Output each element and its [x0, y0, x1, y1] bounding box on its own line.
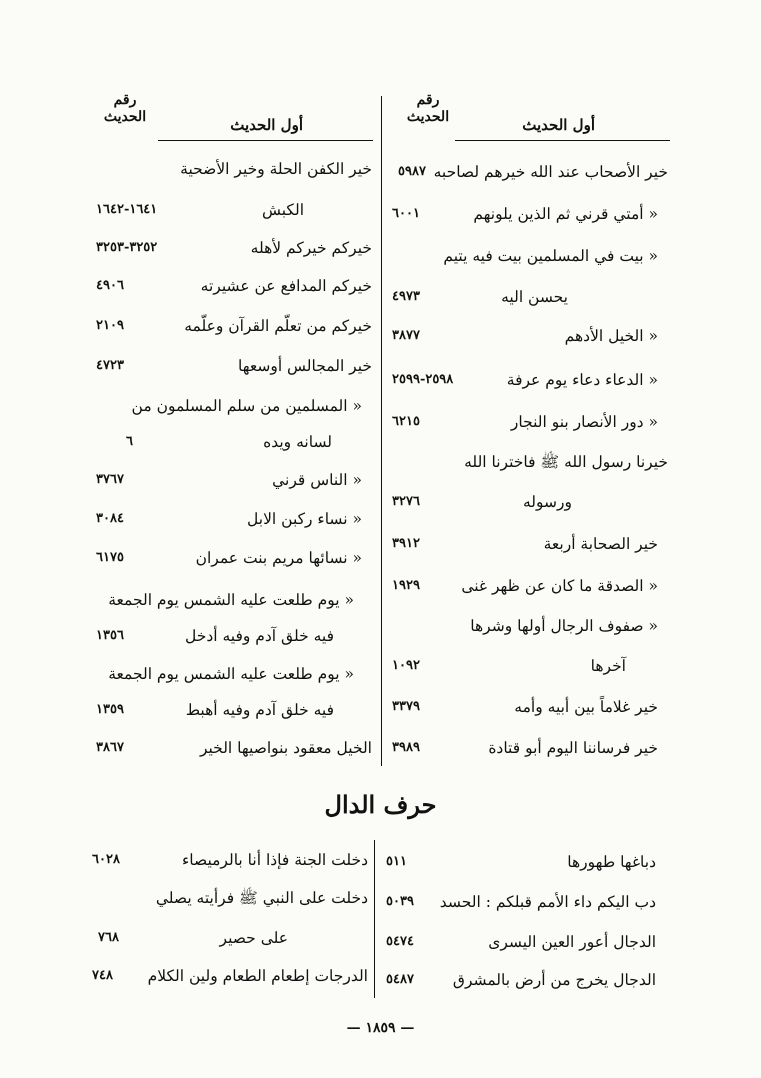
list-item: خير الصحابة أربعة ٣٩١٢ — [392, 535, 658, 553]
list-item: « نسائها مريم بنت عمران ٦١٧٥ — [96, 549, 362, 567]
list-item: خيركم خيركم لأهله ٣٢٥٢-٣٢٥٣ — [96, 239, 372, 257]
list-item: « يوم طلعت عليه الشمس يوم الجمعة — [108, 591, 354, 609]
list-item: فيه خلق آدم وفيه أدخل ١٣٥٦ — [96, 627, 334, 645]
list-item: آخرها ١٠٩٢ — [392, 657, 626, 675]
number-column-label: رقم الحديث — [103, 92, 147, 125]
list-item: ورسوله ٣٢٧٦ — [392, 493, 572, 511]
right-column-header — [390, 92, 670, 148]
list-item: « المسلمين من سلم المسلمون من — [131, 397, 362, 415]
list-item: فيه خلق آدم وفيه أهبط ١٣٥٩ — [96, 701, 334, 719]
list-item: الدجال أعور العين اليسرى ٥٤٧٤ — [386, 933, 656, 951]
list-item: « الخيل الأدهم ٣٨٧٧ — [392, 327, 658, 345]
header-rule — [455, 140, 670, 141]
number-column-label: رقم الحديث — [406, 92, 450, 125]
first-words-column-label: أول الحديث — [522, 116, 595, 134]
list-item: « الدعاء دعاء يوم عرفة ٢٥٩٨-٢٥٩٩ — [392, 371, 658, 389]
list-item: « دور الأنصار بنو النجار ٦٢١٥ — [392, 413, 658, 431]
list-item: « الناس قرني ٣٧٦٧ — [96, 471, 362, 489]
list-item: خير المجالس أوسعها ٤٧٢٣ — [96, 357, 372, 375]
left-column-header — [95, 92, 373, 148]
list-item: دخلت الجنة فإذا أنا بالرميصاء ٦٠٢٨ — [92, 851, 368, 869]
section-title: حرف الدال — [324, 790, 437, 819]
list-item: « نساء ركبن الابل ٣٠٨٤ — [96, 510, 362, 528]
list-item: دخلت على النبي ﷺ فرأيته يصلي — [155, 889, 368, 907]
list-item: الدرجات إطعام الطعام ولين الكلام ٧٤٨ — [92, 967, 368, 985]
list-item: « يوم طلعت عليه الشمس يوم الجمعة — [108, 665, 354, 683]
lower-column-divider — [374, 840, 375, 998]
list-item: يحسن اليه ٤٩٧٣ — [392, 288, 568, 306]
upper-column-divider — [381, 96, 382, 766]
list-item: « بيت في المسلمين بيت فيه يتيم — [443, 247, 658, 265]
list-item: خير غلاماً بين أبيه وأمه ٣٣٧٩ — [392, 698, 658, 716]
list-item: الخيل معقود بنواصيها الخير ٣٨٦٧ — [96, 739, 372, 757]
list-item: « أمتي قرني ثم الذين يلونهم ٦٠٠١ — [392, 205, 658, 223]
first-words-column-label: أول الحديث — [230, 116, 303, 134]
list-item: خير الكفن الحلة وخير الأضحية — [180, 160, 372, 178]
list-item: دب اليكم داء الأمم قبلكم : الحسد ٥٠٣٩ — [386, 893, 656, 911]
list-item: « الصدقة ما كان عن ظهر غنى ١٩٢٩ — [392, 577, 658, 595]
header-rule — [158, 140, 373, 141]
list-item: دباغها طهورها ٥١١ — [386, 853, 656, 871]
list-item: الكبش ١٦٤١-١٦٤٢ — [96, 201, 304, 219]
list-item: على حصير ٧٦٨ — [98, 929, 288, 947]
list-item: خير الأصحاب عند الله خيرهم لصاحبه ٥٩٨٧ — [398, 163, 668, 181]
list-item: « صفوف الرجال أولها وشرها — [470, 617, 658, 635]
list-item: خيركم المدافع عن عشيرته ٤٩٠٦ — [96, 277, 372, 295]
list-item: خيرنا رسول الله ﷺ فاخترنا الله — [464, 453, 668, 471]
page-number: — ١٨٥٩ — — [346, 1020, 415, 1036]
list-item: خير فرساننا اليوم أبو قتادة ٣٩٨٩ — [392, 739, 658, 757]
list-item: الدجال يخرج من أرض بالمشرق ٥٤٨٧ — [386, 971, 656, 989]
list-item: خيركم من تعلّم القرآن وعلّمه ٢١٠٩ — [96, 317, 372, 335]
list-item: لسانه ويده ٦ — [126, 433, 332, 451]
